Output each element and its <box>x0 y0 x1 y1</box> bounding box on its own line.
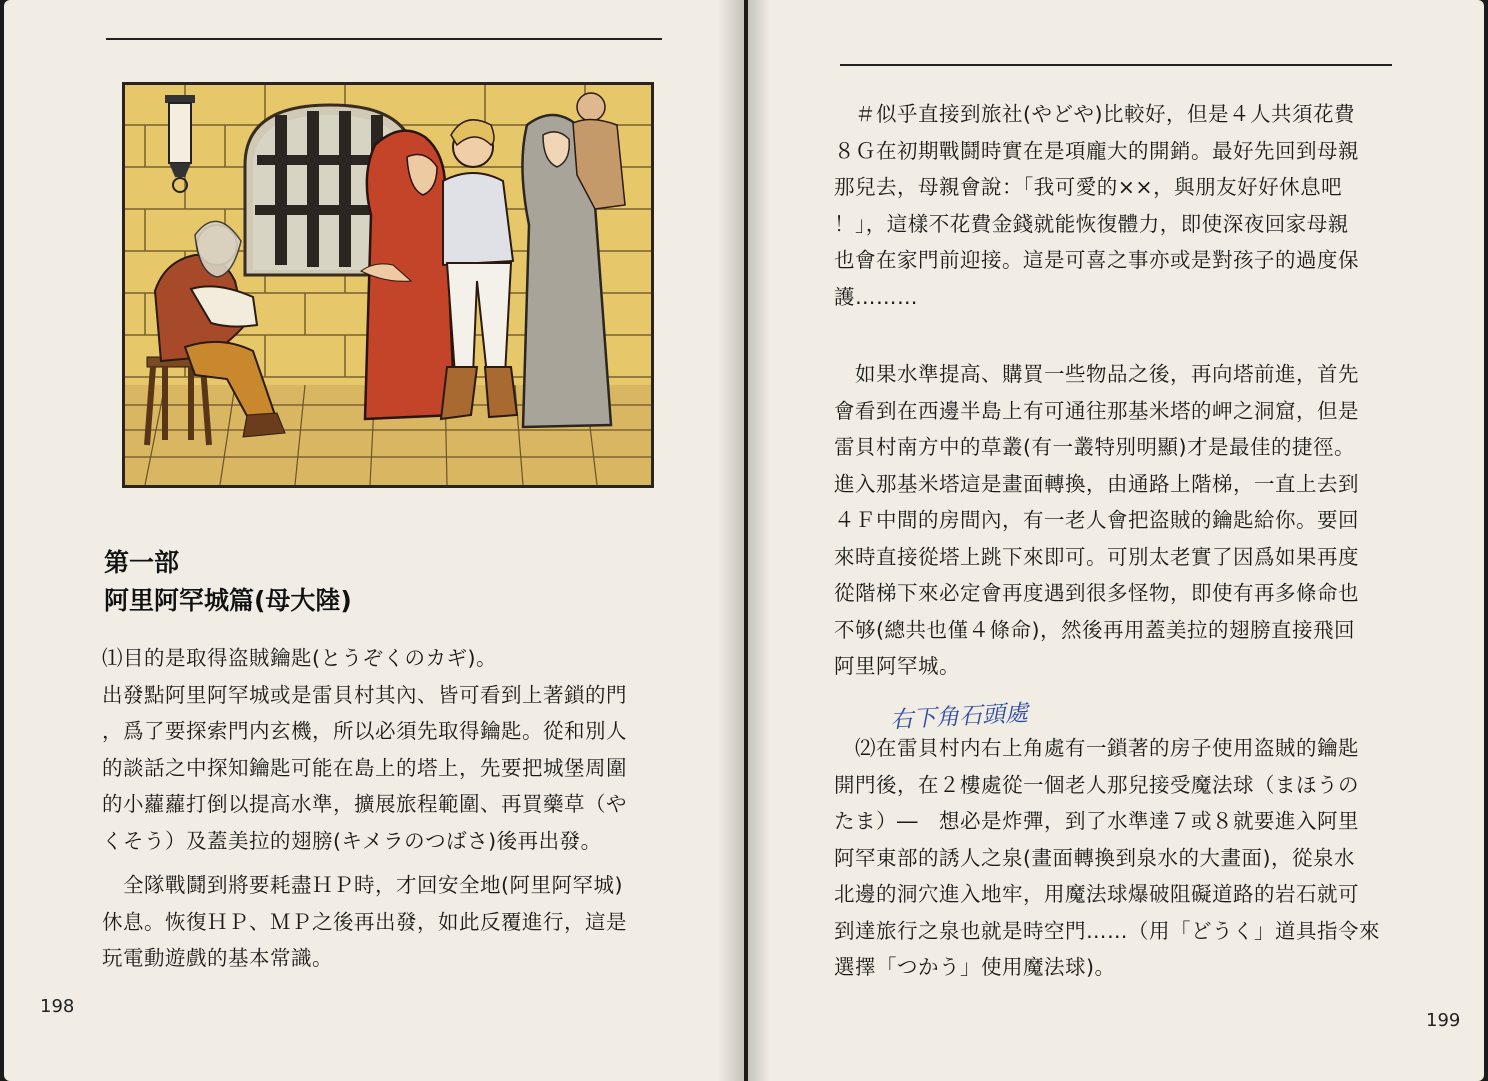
text-line: 選擇「つかう」使用魔法球)。 <box>834 955 1116 979</box>
text-line: ⑵在雷貝村内右上角處有一鎖著的房子使用盗賊的鑰匙 <box>834 736 1359 760</box>
text-line: 來時直接從塔上跳下來即可。可別太老實了因爲如果再度 <box>834 544 1359 569</box>
text-line: 開門後，在２樓處從一個老人那兒接受魔法球（まほうの <box>834 772 1359 797</box>
text-line: 玩電動遊戲的基本常識。 <box>102 946 333 970</box>
text-line: 到達旅行之泉也就是時空門……（用「どうく」道具指令來 <box>834 918 1380 943</box>
text-line: ⑴目的是取得盗賊鑰匙(とうぞくのカギ)。 <box>102 646 497 670</box>
left-page <box>4 0 744 1081</box>
section-title <box>104 544 352 620</box>
text-line: 會看到在西邊半島上有可通往那基米塔的岬之洞窟，但是 <box>834 398 1359 423</box>
text-line: ，爲了要探索門内玄機，所以必須先取得鑰匙。從和別人 <box>102 719 627 743</box>
text-line: ＃似乎直接到旅社(やどや)比較好，但是４人共須花費 <box>834 102 1355 126</box>
text-line: ８Ｇ在初期戰鬪時實在是項龐大的開銷。最好先回到母親 <box>834 138 1359 163</box>
text-line: 北邊的洞穴進入地牢，用魔法球爆破阻礙道路的岩石就可 <box>834 882 1359 906</box>
text-line: たま）― 想必是炸彈，到了水準達７或８就要進入阿里 <box>834 809 1359 833</box>
page-number: 198 <box>40 996 75 1017</box>
gutter-shadow <box>718 0 744 1081</box>
text-line: ！」，這樣不花費金錢就能恢復體力，即使深夜回家母親 <box>834 211 1349 236</box>
header-rule <box>106 38 662 40</box>
right-body-block-1 <box>834 96 1434 315</box>
right-body-block-2 <box>834 356 1434 685</box>
text-line: 如果水準提高、購買一些物品之後，再向塔前進，首先 <box>834 362 1359 386</box>
text-line: 阿里阿罕城。 <box>834 654 960 678</box>
section-title-line1: 第一部 <box>104 548 180 577</box>
text-line: 全隊戰鬪到將要耗盡ＨＰ時，才回安全地(阿里阿罕城) <box>102 873 623 897</box>
header-rule <box>840 64 1392 66</box>
right-page <box>748 0 1484 1081</box>
text-line: 阿罕東部的誘人之泉(畫面轉換到泉水的大畫面)，從泉水 <box>834 845 1355 870</box>
handwritten-note: 右下角石頭處 <box>889 700 1029 734</box>
text-line: 也會在家門前迎接。這是可喜之事亦或是對孩子的過度保 <box>834 248 1359 272</box>
page-number: 199 <box>1426 1010 1461 1031</box>
illustration-dungeon-scene <box>122 82 654 488</box>
text-line: 從階梯下來必定會再度遇到很多怪物，即使有再多條命也 <box>834 581 1359 605</box>
text-line: 的談話之中探知鑰匙可能在島上的塔上，先要把城堡周圍 <box>102 755 627 780</box>
section-title-line2: 阿里阿罕城篇(母大陸) <box>104 586 352 615</box>
text-line: 進入那基米塔這是畫面轉換，由通路上階梯，一直上去到 <box>834 471 1359 496</box>
text-line: 雷貝村南方中的草叢(有一叢特別明顯)才是最佳的捷徑。 <box>834 435 1355 459</box>
right-body-block-3 <box>834 730 1434 986</box>
gutter-shadow <box>748 0 770 1081</box>
text-line: くそう）及蓋美拉的翅膀(キメラのつばさ)後再出發。 <box>102 828 602 853</box>
text-line: 護……… <box>834 284 918 309</box>
text-line: 那兒去，母親會說：「我可愛的××，與朋友好好休息吧 <box>834 175 1343 199</box>
text-line: ４Ｆ中間的房間內，有一老人會把盗賊的鑰匙給你。要回 <box>834 508 1359 532</box>
text-line: 不够(總共也僅４條命)，然後再用蓋美拉的翅膀直接飛回 <box>834 617 1355 642</box>
text-line: 的小蘿蘿打倒以提高水準，擴展旅程範圍、再買藥草（や <box>102 792 627 816</box>
text-line: 出發點阿里阿罕城或是雷貝村其內、皆可看到上著鎖的門 <box>102 682 627 707</box>
left-body-text <box>102 640 682 977</box>
text-line: 休息。恢復ＨＰ、ＭＰ之後再出發，如此反覆進行，這是 <box>102 909 627 934</box>
